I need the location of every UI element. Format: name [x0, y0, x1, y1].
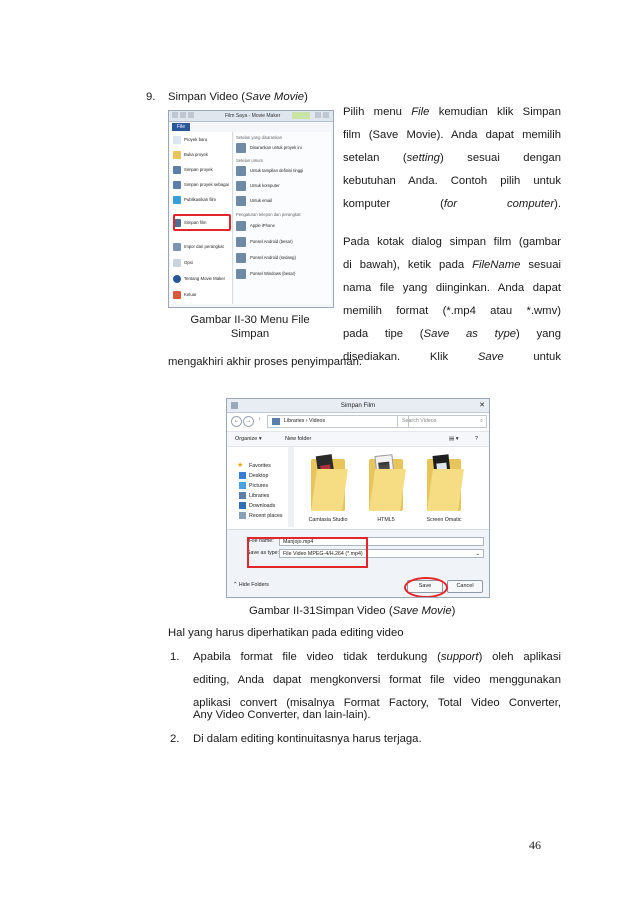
list-item-1-line [193, 651, 561, 664]
section-title-plain: Simpan Video ( [168, 91, 246, 103]
dialog-footer [227, 576, 489, 597]
submenu-item[interactable] [236, 252, 328, 264]
text-segment: ) yang [516, 328, 561, 340]
menu-item[interactable] [173, 165, 229, 175]
menu-item-label: Opsi [184, 260, 193, 265]
text-segment: Pilih menu [343, 106, 412, 118]
text-segment: ) sesuai dengan [439, 152, 561, 164]
submenu-item-label: Ponsel Android (sedang) [250, 255, 296, 260]
folder-front [311, 469, 348, 511]
hide-folders-label: Hide Folders [238, 582, 269, 588]
options-icon [173, 259, 181, 267]
file-tab[interactable]: File [172, 123, 190, 131]
menu-item-label: Keluar [184, 292, 197, 297]
highlight-box [247, 537, 368, 568]
caption-suffix: ) [451, 605, 456, 617]
right-text-line [343, 259, 561, 272]
submenu-item[interactable] [236, 165, 328, 177]
italic-term: Save [477, 351, 504, 363]
submenu-item[interactable] [236, 268, 328, 280]
window-icon [231, 402, 238, 409]
menu-item[interactable] [173, 290, 229, 300]
figure-save-dialog [226, 398, 490, 598]
pictures-icon [239, 482, 246, 489]
star-icon: ★ [237, 462, 244, 469]
window-titlebar [169, 111, 333, 122]
nav-item-label: Downloads [249, 503, 276, 509]
computer-icon [236, 181, 246, 191]
text-segment: kemudian klik Simpan [429, 106, 561, 118]
folder-front [369, 469, 406, 511]
dialog-title-text: Simpan Film [340, 402, 376, 409]
section-title [168, 91, 308, 104]
figure-file-menu [168, 110, 334, 308]
text-segment: pada tipe ( [343, 328, 424, 340]
quick-access-icon [188, 112, 194, 118]
path-box[interactable] [267, 415, 409, 428]
highlight-ellipse [404, 577, 448, 598]
page-number: 46 [529, 838, 541, 852]
submenu-item[interactable] [236, 220, 328, 232]
right-text-line [343, 328, 561, 341]
folder-front [427, 469, 464, 511]
text-segment: film (Save Movie). Anda dapat memilih [343, 129, 561, 141]
back-arrow-icon[interactable]: ← [231, 416, 242, 427]
nav-item-label: Libraries [249, 493, 270, 499]
submenu-item[interactable] [236, 236, 328, 248]
list-number: 1. [170, 651, 180, 663]
submenu-item[interactable] [236, 142, 328, 154]
figure1-caption-line2: Simpan [230, 328, 270, 340]
right-text-line [343, 198, 561, 211]
submenu-heading: Pengaturan telepon dan perangkat [236, 212, 301, 217]
section-title-close: ) [304, 91, 308, 103]
menu-item-label: Simpan proyek [184, 167, 213, 172]
nav-item-favorites[interactable] [231, 461, 287, 471]
text-segment: sesuai [520, 259, 561, 271]
paragraph-last-line: mengakhiri akhir proses penyimpanan. [168, 356, 363, 368]
menu-item[interactable] [173, 150, 229, 160]
path-text: Libraries › Videos [284, 418, 326, 424]
section-title-italic: Save Movie [245, 91, 305, 103]
import-icon [173, 243, 181, 251]
hd-display-icon [236, 166, 246, 176]
folder-label: Screen Omatic [426, 517, 462, 523]
cancel-button[interactable]: Cancel [447, 580, 483, 593]
text-segment: nama file yang diinginkan. Anda dapat [343, 282, 561, 294]
email-icon [236, 196, 246, 206]
menu-item-label: Publikasikan film [184, 197, 217, 202]
nav-item-pictures[interactable] [231, 481, 287, 491]
chevron-down-icon: ⌄ [475, 551, 480, 557]
menu-item[interactable] [173, 195, 229, 205]
desktop-icon [239, 472, 246, 479]
file-menu [170, 132, 233, 304]
italic-term: FileName [472, 259, 521, 271]
section-number: 9. [146, 91, 156, 103]
nav-item-libraries[interactable] [231, 491, 287, 501]
nav-item-label: Recent places [249, 513, 283, 519]
list-item-2: Di dalam editing kontinuitasnya harus terjaga. [193, 733, 422, 745]
italic-term: Save as type [423, 328, 517, 340]
save-type-value: File Video MPEG-4/H.264 (*.mp4) [283, 551, 363, 557]
text-segment: editing, Anda dapat mengkonversi format file video menggunakan [193, 674, 561, 686]
help-icon[interactable]: ? [475, 436, 479, 442]
menu-item-label: Buka proyek [184, 152, 208, 157]
minimize-icon [315, 112, 321, 118]
nav-scrollbar[interactable] [288, 447, 294, 527]
organize-button[interactable]: Organize ▾ [235, 436, 262, 442]
right-text-line [343, 236, 561, 249]
menu-item-label: Proyek baru [184, 137, 208, 142]
nav-item-recent[interactable] [231, 511, 287, 521]
notes-heading: Hal yang harus diperhatikan pada editing video [168, 627, 404, 639]
nav-item-label: Desktop [249, 473, 269, 479]
save-movie-submenu [234, 132, 331, 304]
menu-item-label: Tentang Movie Maker [184, 276, 226, 281]
right-text-line [343, 282, 561, 295]
window-title: Film Saya - Movie Maker [225, 113, 281, 119]
library-icon [239, 492, 246, 499]
quick-access-icon [172, 112, 178, 118]
highlight-box [173, 214, 231, 231]
menu-item[interactable] [173, 242, 229, 252]
text-segment: komputer ( [343, 198, 444, 210]
close-icon[interactable]: ✕ [479, 402, 485, 409]
phone-icon [236, 221, 246, 231]
menu-item[interactable] [173, 180, 229, 190]
list-item-1-line [193, 697, 561, 710]
text-segment: setelan ( [343, 152, 407, 164]
save-project-icon [173, 166, 181, 174]
submenu-item-label: Untuk komputer [250, 183, 280, 188]
save-as-icon [173, 181, 181, 189]
right-text-line [343, 152, 561, 165]
caption-prefix: Gambar II-31Simpan Video ( [249, 605, 393, 617]
exit-icon [173, 291, 181, 299]
submenu-item[interactable] [236, 195, 328, 207]
phone-icon [236, 269, 246, 279]
nav-item-desktop[interactable] [231, 471, 287, 481]
close-icon [323, 112, 329, 118]
submenu-heading: Setelan yang disarankan [236, 135, 283, 140]
folder-icon[interactable] [427, 455, 461, 517]
nav-item-label: Pictures [249, 483, 269, 489]
recommended-icon [236, 143, 246, 153]
up-arrow-icon[interactable]: ↑ [258, 417, 261, 423]
list-number: 2. [170, 733, 180, 745]
dialog-toolbar [227, 431, 489, 447]
text-segment: Pada kotak dialog simpan film (gambar [343, 236, 561, 248]
text-segment: di bawah), ketik pada [343, 259, 473, 271]
right-text-line [343, 305, 561, 318]
recent-icon [239, 512, 246, 519]
menu-item[interactable] [173, 258, 229, 268]
italic-term: File [411, 106, 430, 118]
forward-arrow-icon[interactable]: → [243, 416, 254, 427]
submenu-item-label: Untuk email [250, 198, 273, 203]
file-name-label: File name: [249, 538, 274, 544]
italic-term: support [440, 651, 479, 663]
italic-term: for computer [443, 198, 555, 210]
figure2-caption [249, 605, 455, 618]
text-segment: kebutuhan Anda. Contoh pilih untuk [343, 175, 561, 187]
right-text-line [343, 351, 561, 364]
menu-item[interactable] [173, 274, 229, 284]
right-text-line [343, 129, 561, 142]
figure1-caption-line1: Gambar II-30 Menu File [190, 314, 310, 326]
search-placeholder: Search Videos [402, 418, 437, 424]
list-item-1-last-line: Any Video Converter, dan lain-lain). [193, 709, 371, 721]
list-item-1-line [193, 674, 561, 687]
dialog-title [227, 399, 489, 413]
folder-icon[interactable] [369, 455, 403, 517]
text-segment: Apabila format file video tidak terdukung ( [193, 651, 441, 663]
submenu-item-label: Ponsel Windows (besar) [250, 271, 296, 276]
text-segment: untuk [503, 351, 561, 363]
quick-access-icon [180, 112, 186, 118]
phone-icon [236, 237, 246, 247]
menu-item-label: Impor dari perangkat [184, 244, 224, 249]
right-text-line [343, 175, 561, 188]
nav-item-label: Favorites [249, 463, 271, 469]
folder-label: Camtasia Studio [308, 517, 348, 523]
caption-italic: Save Movie [392, 605, 452, 617]
menu-item[interactable] [173, 135, 229, 145]
submenu-heading: Setelan umum [236, 158, 263, 163]
search-input[interactable] [397, 415, 487, 428]
submenu-item-computer[interactable] [236, 180, 328, 192]
phone-icon [236, 253, 246, 263]
publish-icon [173, 196, 181, 204]
submenu-item-label: Untuk tampilan definisi tinggi [250, 168, 304, 173]
ribbon-tab [292, 112, 310, 119]
view-icon[interactable]: ▤ ▾ [449, 436, 459, 442]
text-segment: ) oleh aplikasi [478, 651, 561, 663]
menu-item-label: Simpan film [184, 220, 207, 225]
open-folder-icon [173, 151, 181, 159]
new-project-icon [173, 136, 181, 144]
file-name-input[interactable]: Manjojo.mp4 [279, 537, 484, 546]
italic-term: setting [406, 152, 440, 164]
info-icon [173, 275, 181, 283]
search-icon: ⌕ [480, 418, 483, 424]
submenu-item-label: Apple iPhone [250, 223, 275, 228]
downloads-icon [239, 502, 246, 509]
new-folder-button[interactable]: New folder [285, 436, 312, 442]
right-text-line [343, 106, 561, 119]
menu-item-label: Simpan proyek sebagai [184, 182, 229, 187]
hide-folders-toggle[interactable] [233, 581, 269, 590]
nav-item-downloads[interactable] [231, 501, 287, 511]
save-type-label: Save as type: [247, 550, 280, 556]
library-icon [272, 418, 280, 425]
text-segment: memilih format (*.mp4 atau *.wmv) [343, 305, 561, 317]
text-segment: ). [554, 198, 561, 210]
navigation-pane [229, 447, 287, 527]
folder-icon[interactable] [311, 455, 345, 517]
chevron-up-icon: ⌃ [233, 582, 239, 588]
text-segment: disediakan. Klik [343, 351, 478, 363]
folder-label: HTML5 [377, 517, 395, 523]
submenu-item-label: Disarankan untuk proyek ini [250, 145, 302, 150]
save-button[interactable]: Save [407, 580, 443, 593]
address-bar [231, 415, 485, 427]
submenu-item-label: Ponsel Android (besar) [250, 239, 293, 244]
text-segment: aplikasi convert (misalnya Format Factory, Total Video Converter, [193, 697, 561, 709]
